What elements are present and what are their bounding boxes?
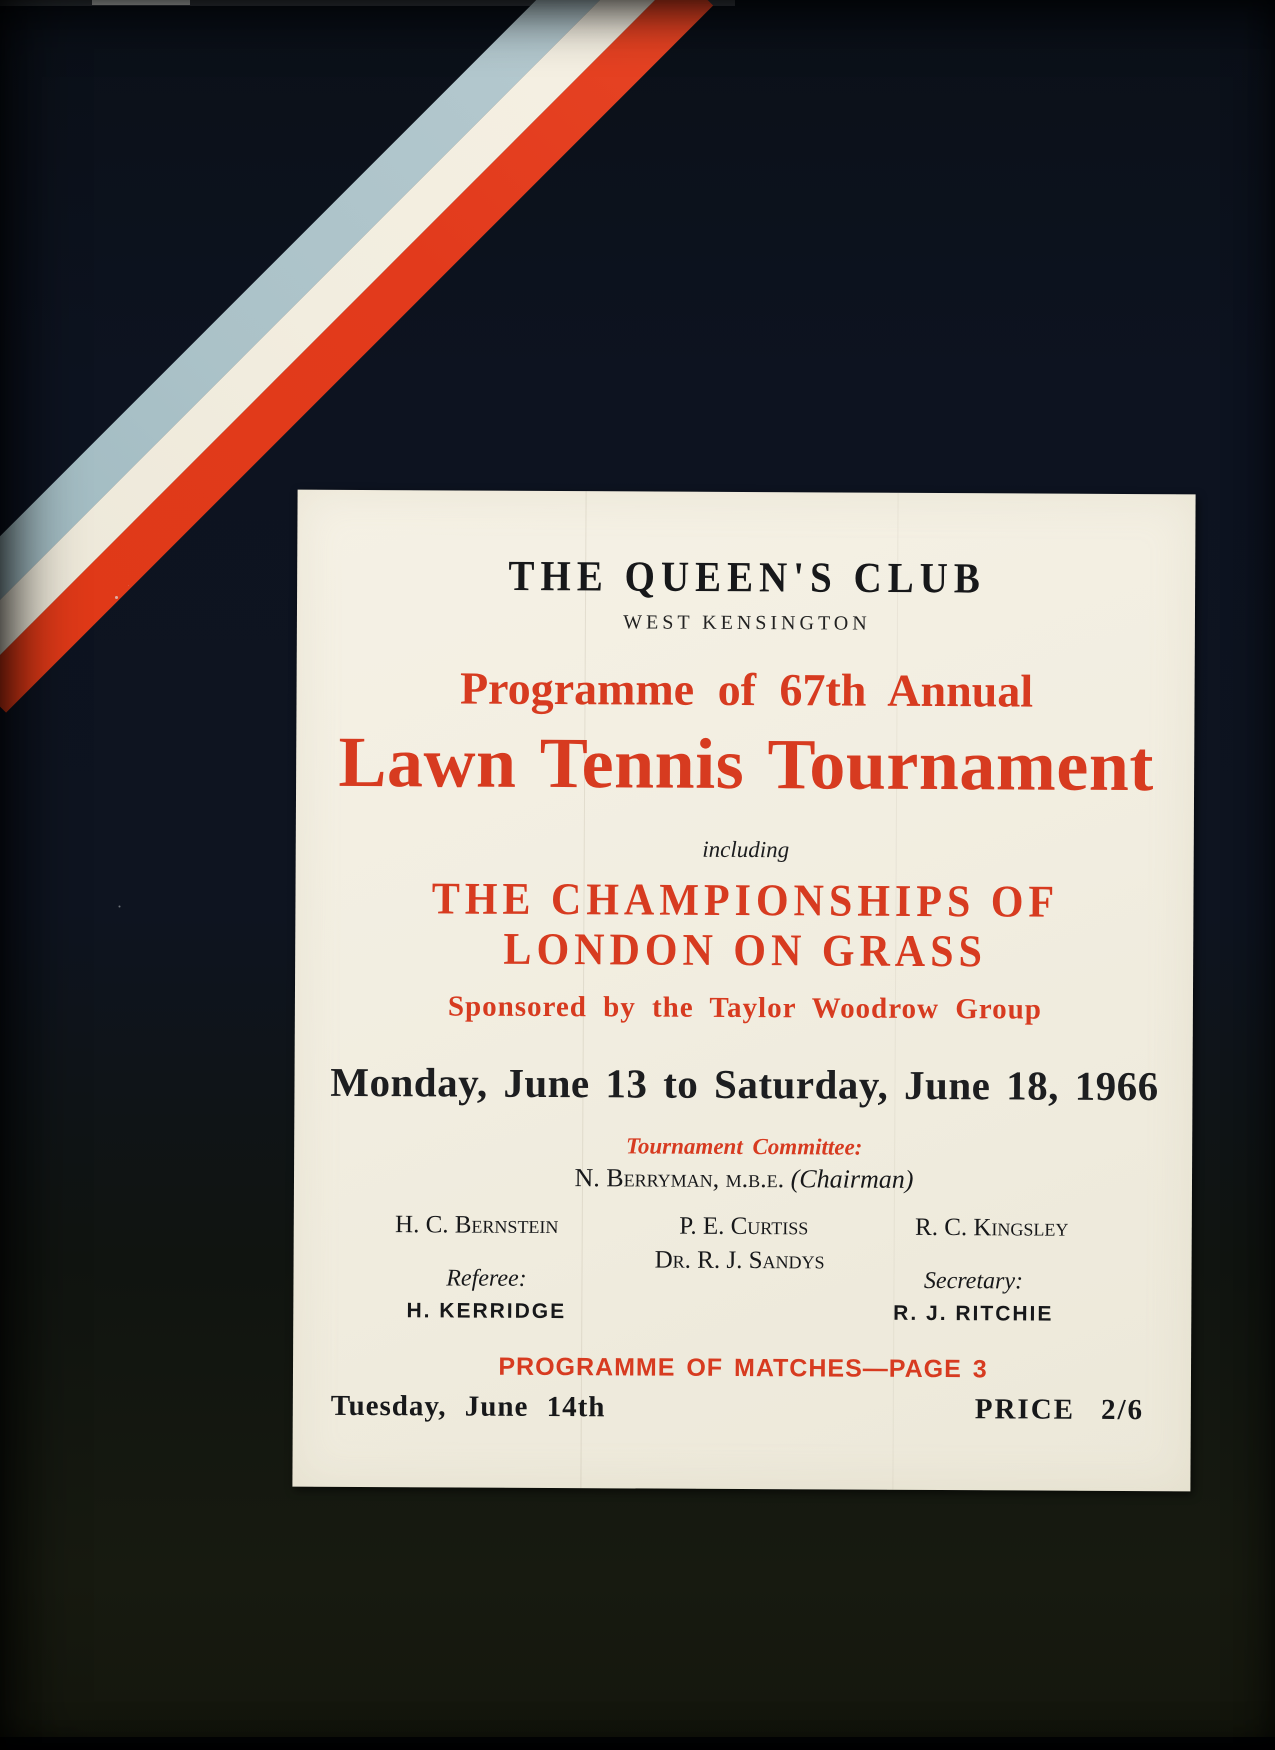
committee-member: P. E. Curtiss — [679, 1212, 809, 1241]
sponsor-line: Sponsored by the Taylor Woodrow Group — [447, 990, 1043, 1026]
price — [975, 1395, 1144, 1425]
tournament-title: Lawn Tennis Tournament — [338, 721, 1155, 807]
referee-name: H. KERRIDGE — [406, 1299, 567, 1324]
committee-member: H. C. Bernstein — [394, 1211, 559, 1240]
price-value: 2/6 — [1100, 1393, 1145, 1427]
secretary-label: Secretary: — [923, 1267, 1024, 1295]
club-name: THE QUEEN'S CLUB — [508, 552, 987, 603]
scan-edge-bottom — [0, 1737, 1275, 1750]
referee-label: Referee: — [446, 1265, 527, 1292]
chairman-name: N. Berryman, m.b.e. — [574, 1163, 785, 1194]
scan-specks — [115, 596, 118, 599]
tournament-dates: Monday, June 13 to Saturday, June 18, 1966 — [330, 1058, 1159, 1110]
paper-fold-line — [580, 491, 586, 1488]
issue-day: Tuesday, June 14th — [330, 1389, 606, 1424]
committee-chairman — [574, 1165, 913, 1193]
matches-page-note: PROGRAMME OF MATCHES—PAGE 3 — [498, 1352, 988, 1384]
championships-line1: THE CHAMPIONSHIPS OF — [431, 874, 1060, 928]
committee-member: Dr. R. J. Sandys — [654, 1246, 825, 1275]
programme-paper — [292, 490, 1195, 1492]
chairman-title: (Chairman) — [790, 1164, 914, 1194]
championships-line2: LONDON ON GRASS — [503, 924, 988, 978]
paper-fold-line — [892, 493, 898, 1490]
price-label: PRICE — [974, 1393, 1076, 1426]
secretary-name: R. J. RITCHIE — [893, 1301, 1054, 1326]
scan-edge-highlight — [92, 0, 190, 5]
including-label: including — [702, 836, 790, 863]
committee-member: R. C. Kingsley — [914, 1213, 1069, 1242]
committee-heading: Tournament Committee: — [625, 1133, 863, 1160]
club-location: WEST KENSINGTON — [623, 611, 871, 635]
programme-edition-line: Programme of 67th Annual — [459, 662, 1034, 717]
